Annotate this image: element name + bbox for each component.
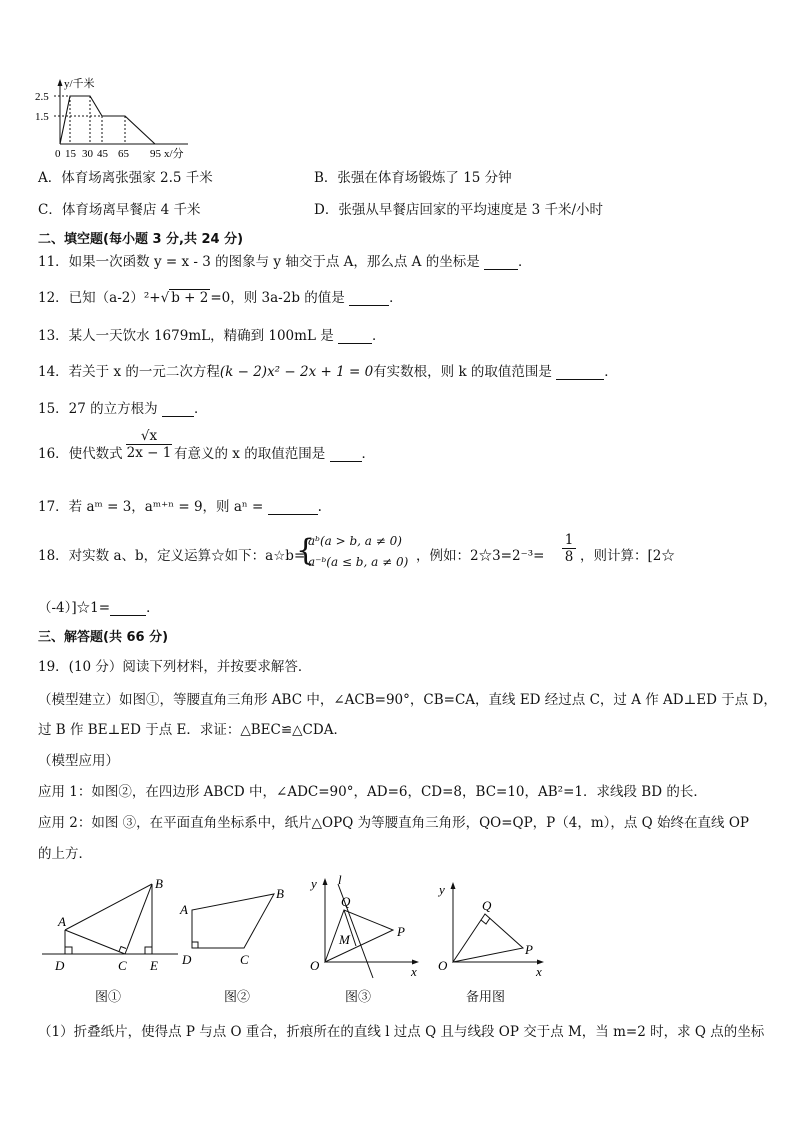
fig3-y-arrow (323, 878, 328, 885)
figure-spare-caption: 备用图 (466, 990, 506, 1005)
question-18 (38, 532, 758, 578)
question-15: 15．27 的立方根为 ． (38, 401, 208, 417)
fig4-label-o: O (438, 958, 448, 973)
question-11-text: 11．如果一次函数 y = x - 3 的图象与 y 轴交于点 A，那么点 A 的坐标是 (38, 254, 480, 270)
question-18-case-1: aᵇ(a > b, a ≠ 0) (308, 534, 402, 548)
figure-1-caption: 图① (95, 990, 122, 1005)
question-17: 17．若 aᵐ = 3，aᵐ⁺ⁿ = 9，则 aⁿ = . (38, 499, 322, 515)
question-12: 12．已知（a-2）²+√ b + 2 =0，则 3a-2b 的值是 ． (38, 290, 403, 306)
section-solve-title: 三、解答题(共 66 分) (38, 630, 169, 645)
answer-blank-12[interactable] (349, 291, 389, 306)
fig4-y-arrow (451, 882, 456, 889)
apply-1: 应用 1：如图②，在四边形 ABCD 中，∠ADC=90°，AD=6，CD=8，BC=10，AB²=1．求线段 BD 的长． (38, 784, 707, 800)
fig2-quadrilateral (192, 894, 274, 948)
fig1-ac (65, 930, 125, 954)
sqrt-icon: √ (160, 290, 170, 306)
question-18-line-2: （-4）]☆1= ． (38, 600, 160, 616)
answer-blank-11[interactable] (484, 255, 518, 270)
question-18-text-c: ，则计算：[2☆ (580, 548, 675, 564)
question-14: 14．若关于 x 的一元二次方程(k − 2)x² − 2x + 1 = 0有实数根，则 k 的取值范围是 ． (38, 364, 618, 380)
figure-2 (178, 882, 288, 972)
question-16-numerator: √x (126, 428, 172, 445)
fig4-label-p: P (525, 942, 533, 957)
fig4-label-x: x (536, 964, 542, 979)
fig3-label-m: M (339, 932, 350, 947)
question-11: 11．如果一次函数 y = x - 3 的图象与 y 轴交于点 A，那么点 A 的坐标是 ． (38, 254, 532, 270)
figure-1 (40, 872, 180, 982)
model-apply-heading: （模型应用） (38, 753, 119, 769)
question-18-frac-den: 8 (564, 549, 574, 565)
option-b: B．张强在体育场锻炼了 15 分钟 (314, 170, 512, 186)
model-build-line-2: 过 B 作 BE⊥ED 于点 E．求证：△BEC≌△CDA． (38, 722, 347, 738)
distance-time-graph (30, 76, 200, 162)
graph-x-tick-95: 95 (150, 148, 161, 160)
answer-blank-17[interactable] (268, 500, 318, 515)
graph-y-tick-1-5: 1.5 (35, 111, 49, 123)
brace-icon: { (296, 533, 316, 568)
question-13-text: 13．某人一天饮水 1679mL，精确到 100mL 是 (38, 328, 334, 344)
fig2-label-a: A (180, 902, 188, 917)
fig1-right-angle-d (65, 947, 72, 954)
fig2-label-c: C (240, 952, 249, 967)
fig1-label-b: B (155, 876, 163, 891)
question-18-text-b: ，例如：2☆3=2⁻³= (416, 548, 545, 564)
option-a: A．体育场离张强家 2.5 千米 (38, 170, 213, 186)
fig3-label-q: Q (341, 894, 351, 909)
question-19-part-1: （1）折叠纸片，使得点 P 与点 O 重合，折痕所在的直线 l 过点 Q 且与线段 OP 交于点 M，当 m=2 时，求 Q 点的坐标 (38, 1024, 765, 1040)
answer-blank-18[interactable] (110, 601, 146, 616)
fig2-label-d: D (182, 952, 192, 967)
fig1-label-a: A (58, 914, 66, 929)
graph-x-tick-65: 65 (118, 148, 129, 160)
fig1-right-angle-e (145, 947, 152, 954)
fig1-right-angle-c (119, 947, 126, 952)
answer-blank-13[interactable] (338, 329, 372, 344)
fig3-triangle-opq (325, 910, 393, 962)
question-18-case-2: a⁻ᵇ(a ≤ b, a ≠ 0) (308, 555, 409, 569)
question-16-fraction (126, 428, 172, 461)
answer-blank-15[interactable] (162, 402, 194, 417)
fig2-label-b: B (276, 886, 284, 901)
question-18-fraction (562, 532, 576, 565)
question-16-text-a: 16．使代数式 (38, 446, 123, 462)
fig1-label-d: D (55, 958, 65, 973)
question-12-text-a: 12．已知（a-2）²+ (38, 290, 161, 306)
question-17-text: 17．若 aᵐ = 3，aᵐ⁺ⁿ = 9，则 aⁿ = (38, 499, 264, 515)
graph-x-tick-45: 45 (97, 148, 108, 160)
question-12-text-b: =0，则 3a-2b 的值是 (210, 290, 345, 306)
graph-x-tick-0: 0 (55, 148, 61, 160)
question-16-denominator: 2x − 1 (126, 445, 172, 461)
figure-spare (428, 872, 558, 980)
question-16-text-b: 有意义的 x 的取值范围是 ． (174, 446, 375, 462)
graph-line (60, 96, 155, 144)
graph-y-tick-2-5: 2.5 (35, 91, 49, 103)
question-16-text-b-label: 有意义的 x 的取值范围是 (174, 446, 326, 462)
graph-x-label: x/分 (164, 148, 184, 160)
graph-y-arrow (58, 79, 63, 86)
model-build-line-1: （模型建立）如图①，等腰直角三角形 ABC 中，∠ACB=90°，CB=CA，直线 ED 经过点 C，过 A 作 AD⊥ED 于点 D， (38, 692, 777, 708)
fig4-label-q: Q (482, 898, 492, 913)
option-d: D．张强从早餐店回家的平均速度是 3 千米/小时 (314, 202, 604, 218)
apply-2-line-2: 的上方． (38, 846, 92, 862)
fig3-label-y: y (311, 876, 317, 891)
question-18-frac-num: 1 (562, 532, 576, 549)
answer-blank-16[interactable] (330, 447, 362, 462)
fig1-label-c: C (118, 958, 127, 973)
section-fill-in-title: 二、填空题(每小题 3 分,共 24 分) (38, 232, 244, 247)
fig4-label-y: y (439, 882, 445, 897)
fig1-ab (65, 884, 152, 930)
figure-2-caption: 图② (224, 990, 251, 1005)
figure-3 (300, 872, 425, 980)
fig3-label-x: x (411, 964, 417, 979)
fig1-bc (125, 884, 152, 954)
answer-blank-14[interactable] (556, 365, 604, 380)
option-c: C．体育场离早餐店 4 千米 (38, 202, 201, 218)
graph-y-label: y/千米 (64, 78, 95, 90)
graph-x-tick-15: 15 (65, 148, 76, 160)
fig4-right-angle-q (481, 918, 490, 924)
question-12-radicand: b + 2 (171, 290, 209, 306)
question-18-text-d: （-4）]☆1= (38, 600, 111, 616)
fig1-label-e: E (150, 958, 158, 973)
question-14-text-b: 有实数根，则 k 的取值范围是 (373, 364, 552, 380)
fig2-right-angle-d (192, 942, 198, 948)
graph-x-tick-30: 30 (82, 148, 93, 160)
question-14-text-a: 14．若关于 x 的一元二次方程 (38, 364, 220, 380)
apply-2-line-1: 应用 2：如图 ③，在平面直角坐标系中，纸片△OPQ 为等腰直角三角形，QO=QP，P（4，m），点 Q 始终在直线 OP (38, 815, 749, 831)
fig3-label-p: P (397, 924, 405, 939)
question-13: 13．某人一天饮水 1679mL，精确到 100mL 是 ． (38, 328, 386, 344)
figure-3-caption: 图③ (345, 990, 372, 1005)
fig3-label-o: O (310, 958, 320, 973)
question-18-text-a: 18．对实数 a、b，定义运算☆如下：a☆b= (38, 548, 306, 564)
fig3-label-l: l (338, 872, 342, 887)
question-14-equation: (k − 2)x² − 2x + 1 = 0 (219, 364, 374, 380)
question-19: 19．(10 分）阅读下列材料，并按要求解答． (38, 659, 312, 675)
question-15-text: 15．27 的立方根为 (38, 401, 158, 417)
